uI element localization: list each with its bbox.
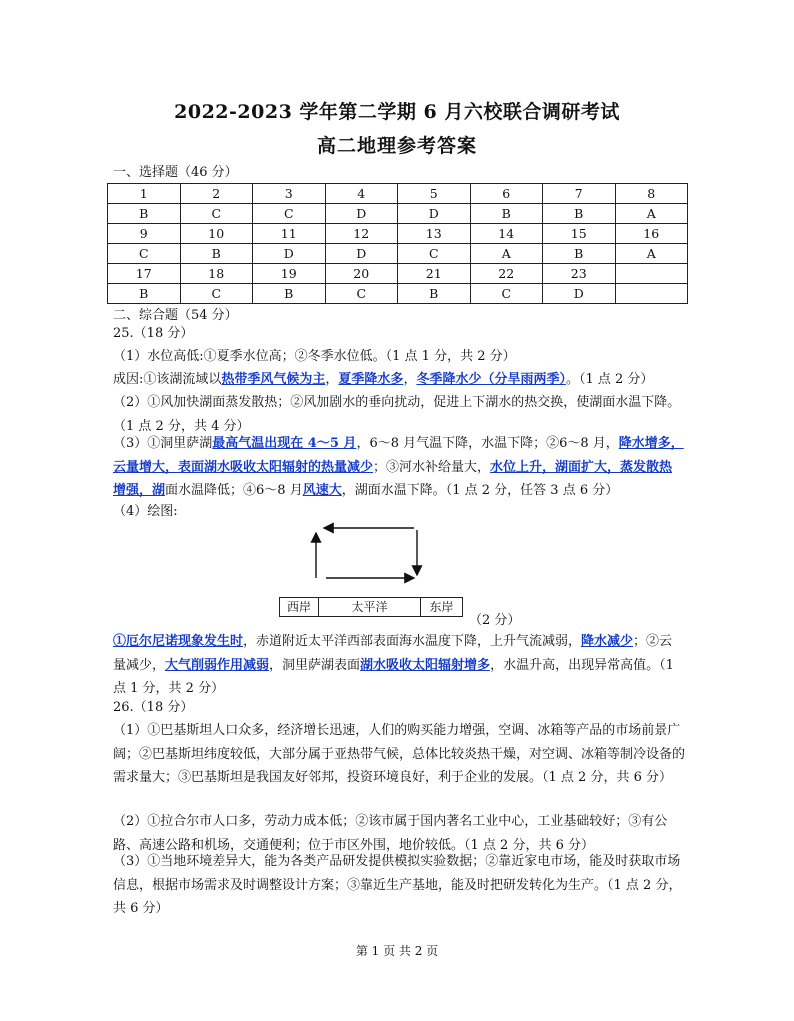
q25-part3: （3）①洞里萨湖最高气温出现在 4～5 月，6～8 月气温下降，水温下降；②6～8 月，降水增多，云量增大，表面湖水吸收太阳辐射的热量减少；③河水补给量大，水位上升，湖面扩大，蒸发散热增强，湖面水温降低；④6～8 月风速大，湖面水温下降。（1 点 2 分，任答 3 点 6 分） (113, 436, 684, 498)
table-row (108, 284, 688, 304)
table-cell: 20 (325, 264, 398, 284)
q25-part1-cause: 成因:①该湖流域以热带季风气候为主，夏季降水多，冬季降水少（分旱雨两季）。（1 点 2 分） (113, 372, 654, 387)
key-point: 夏季降水多 (338, 372, 404, 387)
q26-label: 26.（18 分） (113, 700, 194, 715)
key-point: 最高气温出现在 4～5 月 (212, 436, 357, 451)
table-cell: B (470, 204, 543, 224)
table-cell: C (108, 244, 181, 264)
exam-subtitle: 高二地理参考答案 (316, 135, 477, 157)
table-cell: 18 (180, 264, 253, 284)
table-cell: 19 (253, 264, 326, 284)
q25-part5: ①厄尔尼诺现象发生时，赤道附近太平洋西部表面海水温度下降，上升气流减弱，降水减少；②云量减少，大气削弱作用减弱，洞里萨湖表面湖水吸收太阳辐射增多，水温升高，出现异常高值。（1 点 1 分，共 2 分） (113, 634, 674, 696)
table-cell: C (325, 284, 398, 304)
table-cell: A (615, 204, 688, 224)
table-cell: C (470, 284, 543, 304)
table-cell: 4 (325, 184, 398, 204)
table-cell: 1 (108, 184, 181, 204)
table-cell: D (543, 284, 616, 304)
page-number: 第 1 页 共 2 页 (355, 944, 439, 958)
table-cell: C (398, 244, 471, 264)
table-cell: A (470, 244, 543, 264)
key-point: 热带季风气候为主 (221, 372, 326, 387)
key-point: ①厄尔尼诺现象发生时 (113, 634, 244, 649)
q26-part2: （2）①拉合尔市人口多，劳动力成本低；②该市属于国内著名工业中心，工业基础较好；③有公路、高速公路和机场，交通便利；位于市区外围，地价较低。（1 点 2 分，共 6 分） (113, 814, 668, 853)
key-point: 降水减少 (581, 634, 634, 649)
table-row (108, 264, 688, 284)
key-point: 水位上升，湖面扩大，蒸发散热增强，湖 (113, 459, 673, 498)
table-row (108, 224, 688, 244)
table-cell: B (108, 204, 181, 224)
table-row (108, 184, 688, 204)
table-row (108, 204, 688, 224)
table-cell: B (108, 284, 181, 304)
section-choice-heading: 一、选择题（46 分） (113, 165, 238, 180)
table-cell: B (543, 244, 616, 264)
q25-part4: （4）绘图: (113, 504, 178, 519)
key-point: 风速大 (302, 483, 342, 498)
table-cell: B (180, 244, 253, 264)
q26-part1: （1）①巴基斯坦人口众多，经济增长迅速，人们的购买能力增强，空调、冰箱等产品的市场前景广阔；②巴基斯坦纬度较低，大部分属于亚热带气候，总体比较炎热干燥，对空调、冰箱等制冷设备的需求量大；③巴基斯坦是我国友好邻邦，投资环境良好，利于企业的发展。（1 点 2 分，共 6 分） (113, 723, 686, 785)
table-cell: 15 (543, 224, 616, 244)
table-cell: 8 (615, 184, 688, 204)
table-cell: A (615, 244, 688, 264)
q25-part2: （2）①风加快湖面蒸发散热；②风加剧水的垂向扰动，促进上下湖水的热交换，使湖面水温下降。（1 点 2 分，共 4 分） (113, 395, 681, 434)
key-point: 湖水吸收太阳辐射增多 (360, 657, 491, 673)
table-cell: 11 (253, 224, 326, 244)
table-cell (615, 284, 688, 304)
q25-part1: （1）水位高低:①夏季水位高；②冬季水位低。（1 点 1 分，共 2 分） (113, 349, 516, 364)
table-cell: C (180, 204, 253, 224)
west-coast-label: 西岸 (279, 597, 319, 617)
table-cell: 2 (180, 184, 253, 204)
pacific-ocean-label: 太平洋 (318, 597, 421, 617)
table-cell: 7 (543, 184, 616, 204)
table-cell: 13 (398, 224, 471, 244)
section-comprehensive-heading: 二、综合题（54 分） (113, 308, 238, 323)
diagram-score: （2 分） (469, 613, 521, 628)
table-cell: 21 (398, 264, 471, 284)
key-point: 冬季降水少（分旱雨两季） (416, 372, 566, 387)
table-cell: 12 (325, 224, 398, 244)
table-cell: 6 (470, 184, 543, 204)
table-cell: 16 (615, 224, 688, 244)
choice-answer-table (107, 183, 688, 304)
table-cell: B (543, 204, 616, 224)
table-cell: D (398, 204, 471, 224)
q25-label: 25.（18 分） (113, 326, 194, 341)
key-point: 降水增多，云量增大，表面湖水吸收太阳辐射的热量减少 (113, 436, 684, 475)
east-coast-label: 东岸 (420, 597, 463, 617)
table-cell: C (180, 284, 253, 304)
key-point: 大气削弱作用减弱 (165, 657, 270, 673)
table-cell: 3 (253, 184, 326, 204)
table-cell: 14 (470, 224, 543, 244)
table-cell: D (253, 244, 326, 264)
table-cell: 22 (470, 264, 543, 284)
table-cell: B (253, 284, 326, 304)
table-cell: B (398, 284, 471, 304)
table-cell: 10 (180, 224, 253, 244)
exam-title: 2022-2023 学年第二学期 6 月六校联合调研考试 (174, 101, 620, 123)
table-cell: C (253, 204, 326, 224)
table-cell: 5 (398, 184, 471, 204)
table-cell (615, 264, 688, 284)
table-row (108, 244, 688, 264)
table-cell: D (325, 204, 398, 224)
q26-part3: （3）①当地环境差异大，能为各类产品研发提供模拟实验数据；②靠近家电市场，能及时获取市场信息，根据市场需求及时调整设计方案；③靠近生产基地，能及时把研发转化为生产。（1 点 2 分，共 6 分） (113, 854, 682, 916)
table-cell: 9 (108, 224, 181, 244)
table-cell: 17 (108, 264, 181, 284)
table-cell: D (325, 244, 398, 264)
table-cell: 23 (543, 264, 616, 284)
